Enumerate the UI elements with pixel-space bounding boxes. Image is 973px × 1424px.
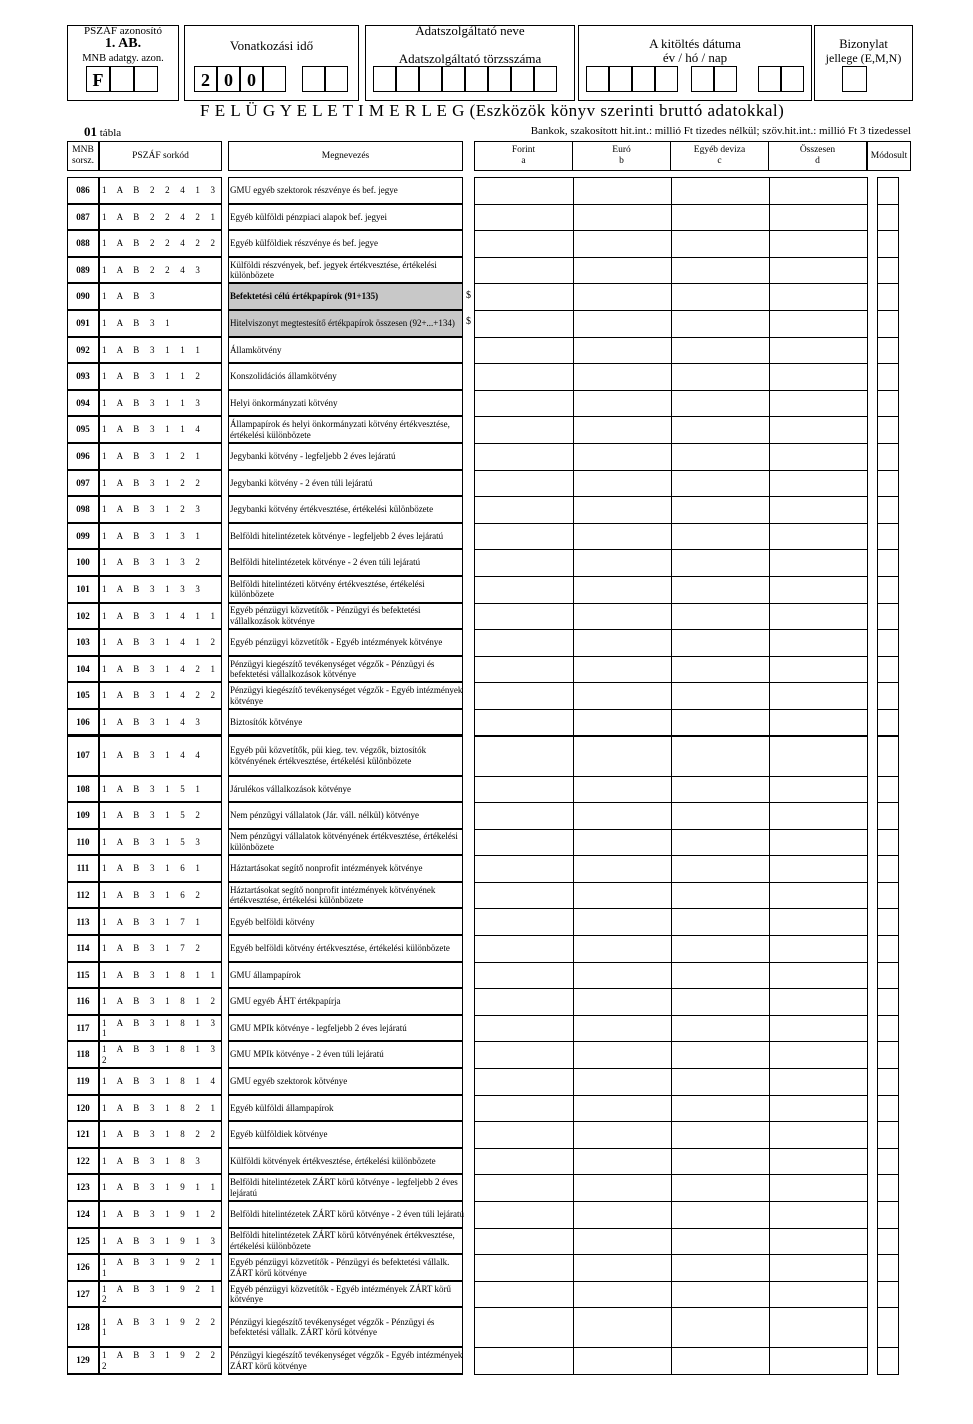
row-name: Egyéb külföldiek részvénye és bef. jegye	[230, 238, 378, 249]
row-number: 098	[76, 504, 90, 515]
col-total-letter: d	[815, 156, 820, 166]
row-name: GMU egyéb szektorok kötvénye	[230, 1076, 348, 1087]
row-name: GMU állampapírok	[230, 969, 301, 980]
row-code: 1 A B 3 1 4 1 1	[102, 610, 220, 621]
row-name: Belföldi hitelintézeti kötvény értékvesztése, értékelési különbözete	[230, 578, 425, 600]
row-code: 1 A B 3 1 4 1 2	[102, 637, 220, 648]
row-code: 1 A B 3 1 8 3	[102, 1155, 205, 1166]
row-code: 1 A B 3 1 4 2 2	[102, 690, 220, 701]
row-code: 1 A B 3 1 8 1 4	[102, 1076, 220, 1087]
row-number: 108	[76, 783, 90, 794]
row-code: 1 A B 3 1 1 3	[102, 397, 205, 408]
row-code: 1 A B 3 1 2 2	[102, 477, 205, 488]
provider-id-cell[interactable]	[373, 66, 396, 92]
period-digit-5[interactable]	[302, 66, 325, 92]
row-number: 095	[76, 424, 90, 435]
row-code: 1 A B 3 1 5 2	[102, 810, 205, 821]
row-name: Biztosítók kötvénye	[230, 716, 303, 727]
unit-note: Bankok, szakosított hit.int.: millió Ft tizedes nélkül; szöv.hit.int.: millió Ft 3 tizedessel	[530, 125, 911, 137]
row-code: 1 A B 3 1 2 1	[102, 450, 205, 461]
row-name: GMU egyéb szektorok részvénye és bef. jegye	[230, 185, 398, 196]
row-number: 104	[76, 663, 90, 674]
row-code: 1 A B 3 1	[102, 318, 174, 329]
row-name: Egyéb külföldiek kötvénye	[230, 1129, 328, 1140]
row-code: 1 A B 3 1 2 3	[102, 504, 205, 515]
row-number: 094	[76, 397, 90, 408]
row-name: Háztartásokat segítő nonprofit intézmények kötvényének értékvesztése, értékelési különbözete	[230, 884, 436, 906]
row-number: 111	[76, 863, 90, 874]
row-number: 106	[76, 716, 90, 727]
row-number: 103	[76, 637, 90, 648]
date-year-cell[interactable]	[655, 66, 678, 92]
row-number: 101	[76, 583, 90, 594]
row-name: Befektetési célú értékpapírok (91+135)	[230, 291, 379, 302]
row-name: Pénzügyi kiegészítő tevékenységet végzők - Pénzügyi és befektetési vállalk. ZÁRT körű kötvénye	[230, 1316, 435, 1338]
row-number: 123	[76, 1182, 90, 1193]
doc-type-sub: jellege (E,M,N)	[825, 51, 902, 65]
row-name: Egyéb belföldi kötvény	[230, 916, 315, 927]
row-name: GMU MPIk kötvénye - legfeljebb 2 éves lejáratú	[230, 1022, 407, 1033]
row-name: Hitelviszonyt megtestesítő értékpapírok összesen (92+...+134)	[230, 318, 455, 329]
col-name-header	[228, 141, 463, 171]
row-code: 1 A B 3 1 3 3	[102, 583, 205, 594]
col-euro-header	[573, 141, 671, 171]
row-code: 1 A B 3 1 8 1 3 1	[102, 1017, 220, 1039]
col-total-header	[769, 141, 867, 171]
row-number: 090	[76, 291, 90, 302]
doc-type-cell[interactable]	[842, 66, 867, 92]
row-number: 087	[76, 211, 90, 222]
row-number: 100	[76, 557, 90, 568]
col-forint-letter: a	[521, 156, 526, 166]
pszaf-value: 1. AB.	[104, 36, 142, 51]
row-name: Állampapírok és helyi önkormányzati kötvény értékvesztése, értékelési különbözete	[230, 419, 450, 440]
row-name: Egyéb pénzügyi közvetítők - Egyéb intézmények kötvénye	[230, 637, 443, 648]
row-number: 096	[76, 450, 90, 461]
row-code: 1 A B 3 1 9 1 2	[102, 1209, 220, 1220]
row-name: Belföldi hitelintézetek kötvénye - legfeljebb 2 éves lejáratú	[230, 530, 444, 541]
row-code: 1 A B 3 1 9 2 2 2	[102, 1350, 220, 1371]
row-number: 093	[76, 371, 90, 382]
row-number: 119	[76, 1076, 90, 1087]
date-month-cell[interactable]	[691, 66, 714, 92]
col-mnb-line2: sorsz.	[72, 156, 94, 166]
date-year-cell[interactable]	[609, 66, 632, 92]
row-code: 1 A B 3 1 9 2 1 2	[102, 1283, 220, 1305]
row-name: GMU egyéb ÁHT értékpapírja	[230, 996, 341, 1007]
row-number: 124	[76, 1209, 90, 1220]
page-title: F E L Ü G Y E L E T I M E R L E G (Eszközök könyv szerinti bruttó adatokkal)	[200, 101, 785, 120]
row-code: 1 A B 3 1 8 1 2	[102, 996, 220, 1007]
col-total-label: Összesen	[799, 145, 836, 155]
period-digit-4[interactable]	[263, 66, 286, 92]
row-code: 1 A B 3 1 1 4	[102, 424, 205, 435]
row-name: Egyéb püi közvetítők, püi kieg. tev. végzők, biztosítók kötvényének értékvesztése, értékelési különbözete	[230, 745, 427, 766]
row-name: Államkötvény	[230, 344, 282, 355]
col-mnb-header	[67, 141, 99, 171]
row-code: 1 A B 2 2 4 1 3	[102, 185, 220, 196]
row-code: 1 A B 3 1 6 1	[102, 863, 205, 874]
row-code: 1 A B 3 1 4 2 1	[102, 663, 220, 674]
row-code: 1 A B 3 1 3 2	[102, 557, 205, 568]
row-code: 1 A B 3 1 1 2	[102, 371, 205, 382]
row-name: Egyéb pénzügyi közvetítők - Pénzügyi és befektetési vállalkozások kötvénye	[230, 605, 421, 626]
row-number: 102	[76, 610, 90, 621]
row-number: 128	[76, 1322, 90, 1333]
provider-id-cell[interactable]	[511, 66, 534, 92]
row-number: 113	[76, 916, 90, 927]
row-number: 092	[76, 344, 90, 355]
row-number: 112	[76, 889, 90, 900]
row-number: 097	[76, 477, 90, 488]
col-modified-header	[867, 141, 911, 171]
provider-name-label: Adatszolgáltató neve	[415, 23, 525, 38]
row-dollar-mark: $	[466, 316, 471, 328]
provider-id-label: Adatszolgáltató törzsszáma	[398, 51, 542, 66]
row-name: Belföldi hitelintézetek ZÁRT körű kötvénye - legfeljebb 2 éves lejáratú	[230, 1177, 458, 1198]
row-name: Jegybanki kötvény értékvesztése, értékelési különbözete	[230, 504, 434, 515]
mnb-box-3[interactable]	[134, 66, 158, 92]
row-number: 118	[76, 1049, 90, 1060]
table-word: tábla	[99, 127, 122, 139]
row-number: 088	[76, 238, 90, 249]
col-forint-header	[474, 141, 573, 171]
fill-date-label: A kitöltés dátuma	[649, 36, 741, 51]
row-name: Külföldi kötvények értékvesztése, értékelési különbözete	[230, 1155, 436, 1166]
row-code: 1 A B 2 2 4 3	[102, 264, 205, 275]
row-name: Háztartásokat segítő nonprofit intézmények kötvénye	[230, 863, 423, 874]
row-number: 086	[76, 185, 90, 196]
row-number: 127	[76, 1288, 90, 1299]
row-number: 107	[76, 750, 90, 761]
mnb-box-2[interactable]	[110, 66, 134, 92]
period-digit-1-char: 2	[201, 70, 210, 90]
row-code: 1 A B 3 1 3 1	[102, 530, 205, 541]
provider-id-cell[interactable]	[442, 66, 465, 92]
row-code: 1 A B 3	[102, 291, 159, 302]
row-number: 109	[76, 810, 90, 821]
row-code: 1 A B 3 1 4 4	[102, 750, 205, 761]
col-other-letter: c	[717, 156, 722, 166]
row-code: 1 A B 3 1 7 1	[102, 916, 205, 927]
reference-period-label: Vonatkozási idő	[229, 38, 314, 53]
row-number: 121	[76, 1129, 90, 1140]
row-name: Helyi önkormányzati kötvény	[230, 397, 338, 408]
period-digit-2-char: 0	[224, 70, 233, 90]
row-number: 091	[76, 318, 90, 329]
row-number: 125	[76, 1235, 90, 1246]
row-code: 1 A B 3 1 9 1 1	[102, 1182, 220, 1193]
row-name: Egyéb belföldi kötvény értékvesztése, értékelési különbözete	[230, 943, 450, 954]
values-frame	[474, 177, 868, 1375]
row-dollar-mark: $	[466, 289, 471, 301]
row-name: Járulékos vállalkozások kötvénye	[230, 783, 351, 794]
row-name: Pénzügyi kiegészítő tevékenységet végzők - Pénzügyi és befektetési vállalkozások kötvénye	[230, 658, 435, 679]
date-day-cell[interactable]	[758, 66, 781, 92]
row-number: 129	[76, 1355, 90, 1366]
row-code: 1 A B 3 1 1 1	[102, 344, 205, 355]
row-name: Egyéb külföldi állampapírok	[230, 1102, 334, 1113]
row-number: 089	[76, 264, 90, 275]
row-number: 110	[76, 836, 90, 847]
col-mnb-line1: MNB	[72, 145, 94, 155]
col-euro-label: Euró	[612, 145, 631, 155]
provider-id-cell[interactable]	[534, 66, 557, 92]
row-number: 120	[76, 1102, 90, 1113]
provider-id-cell[interactable]	[488, 66, 511, 92]
row-name: Külföldi részvények, bef. jegyek értékvesztése, értékelési különbözete	[230, 259, 437, 281]
row-code: 1 A B 3 1 4 3	[102, 716, 205, 727]
row-code: 1 A B 2 2 4 2 1	[102, 211, 220, 222]
row-code: 1 A B 3 1 5 3	[102, 836, 205, 847]
row-code: 1 A B 3 1 8 1 1	[102, 969, 220, 980]
row-number: 117	[76, 1022, 90, 1033]
row-code: 1 A B 3 1 8 2 1	[102, 1102, 220, 1113]
pszaf-label: PSZÁF azonosító	[84, 25, 162, 37]
date-day-cell[interactable]	[781, 66, 804, 92]
row-name: Pénzügyi kiegészítő tevékenységet végzők - Egyéb intézmények ZÁRT körű kötvénye	[230, 1350, 463, 1371]
row-code: 1 A B 3 1 6 2	[102, 889, 205, 900]
row-code: 1 A B 3 1 9 2 2 1	[102, 1316, 220, 1338]
row-name: Egyéb pénzügyi közvetítők - Egyéb intézmények ZÁRT körű kötvénye	[230, 1283, 451, 1305]
provider-id-cell[interactable]	[419, 66, 442, 92]
period-digit-3-char: 0	[247, 70, 256, 90]
row-code: 1 A B 3 1 8 2 2	[102, 1129, 220, 1140]
row-code: 1 A B 3 1 8 1 3 2	[102, 1044, 220, 1065]
row-number: 116	[76, 996, 90, 1007]
row-name: Nem pénzügyi vállalatok kötvényének értékvesztése, értékelési különbözete	[230, 831, 458, 852]
mnb-label: MNB adatgy. azon.	[82, 53, 164, 64]
row-name: Jegybanki kötvény - legfeljebb 2 éves lejáratú	[230, 450, 396, 461]
date-year-cell[interactable]	[586, 66, 609, 92]
row-code: 1 A B 3 1 7 2	[102, 943, 205, 954]
row-name: Pénzügyi kiegészítő tevékenységet végzők - Egyéb intézmények kötvénye	[230, 685, 463, 706]
row-name: Belföldi hitelintézetek ZÁRT körű kötvénye - 2 éven túli lejáratú	[230, 1209, 464, 1220]
col-forint-label: Forint	[511, 145, 536, 155]
col-euro-letter: b	[619, 156, 624, 166]
row-name: Belföldi hitelintézetek kötvénye - 2 éven túli lejáratú	[230, 557, 421, 568]
date-month-cell[interactable]	[714, 66, 737, 92]
period-digit-6[interactable]	[325, 66, 348, 92]
col-modified-label: Módosult	[870, 150, 908, 161]
col-name-label: Megnevezés	[321, 150, 370, 161]
provider-id-cell[interactable]	[396, 66, 419, 92]
row-number: 114	[76, 943, 90, 954]
table-number: 01	[84, 124, 97, 139]
row-name: Egyéb pénzügyi közvetítők - Pénzügyi és befektetési vállalk. ZÁRT körű kötvénye	[230, 1257, 450, 1278]
row-code: 1 A B 2 2 4 2 2	[102, 238, 220, 249]
mnb-box-1-char: F	[92, 70, 104, 90]
row-number: 122	[76, 1155, 90, 1166]
row-code: 1 A B 3 1 5 1	[102, 783, 205, 794]
col-other-label: Egyéb deviza	[693, 145, 746, 155]
fill-date-sub: év / hó / nap	[662, 50, 728, 65]
row-number: 099	[76, 530, 90, 541]
row-code: 1 A B 3 1 9 1 3	[102, 1235, 220, 1246]
row-number: 126	[76, 1262, 90, 1273]
col-other-header	[671, 141, 769, 171]
col-pszaf-label: PSZÁF sorkód	[132, 150, 189, 161]
table-label	[84, 124, 121, 140]
date-year-cell[interactable]	[632, 66, 655, 92]
col-pszaf-header	[99, 141, 222, 171]
row-code: 1 A B 3 1 9 2 1 1	[102, 1257, 220, 1278]
row-name: GMU MPIk kötvénye - 2 éven túli lejáratú	[230, 1049, 384, 1060]
row-name: Egyéb külföldi pénzpiaci alapok bef. jegyei	[230, 211, 387, 222]
row-name: Jegybanki kötvény - 2 éven túli lejáratú	[230, 477, 373, 488]
row-number: 115	[76, 969, 90, 980]
modified-frame	[877, 177, 899, 1375]
doc-type-label: Bizonylat	[839, 37, 888, 51]
row-name: Belföldi hitelintézetek ZÁRT körű kötvényének értékvesztése, értékelési különbözete	[230, 1230, 455, 1251]
row-number: 105	[76, 690, 90, 701]
provider-id-cell[interactable]	[465, 66, 488, 92]
row-name: Konszolidációs államkötvény	[230, 371, 337, 382]
row-name: Nem pénzügyi vállalatok (Jár. váll. nélkül) kötvénye	[230, 810, 419, 821]
